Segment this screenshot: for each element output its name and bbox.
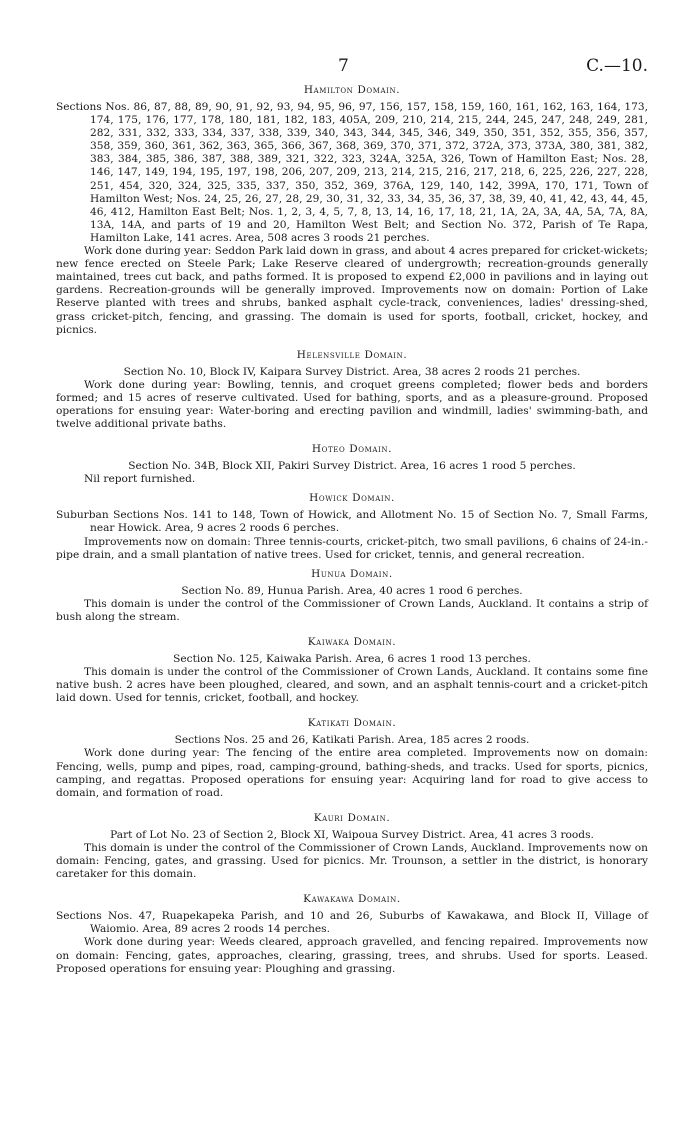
section-helensville-domain bbox=[56, 349, 648, 431]
section-body: This domain is under the control of the Commissioner of Crown Lands, Auckland. It contains a strip of bush along the stream. bbox=[56, 597, 648, 623]
section-heading: Kawakawa Domain. bbox=[303, 893, 401, 906]
section-description: Part of Lot No. 23 of Section 2, Block XI, Waipoua Survey District. Area, 41 acres 3 roods. bbox=[110, 828, 594, 841]
section-description: Section No. 34B, Block XII, Pakiri Survey District. Area, 16 acres 1 rood 5 perches. bbox=[128, 460, 576, 473]
document-reference: C.—10. bbox=[586, 56, 648, 76]
running-header bbox=[56, 56, 648, 84]
section-description: Suburban Sections Nos. 141 to 148, Town of Howick, and Allotment No. 15 of Section No. 7, Small Farms, near Howick. Area, 9 acres 2 roods 6 perches. bbox=[56, 509, 648, 535]
section-heading: Kauri Domain. bbox=[313, 811, 391, 824]
section-description: Section No. 10, Block IV, Kaipara Survey District. Area, 38 acres 2 roods 21 perches. bbox=[123, 365, 581, 378]
section-hunua-domain bbox=[56, 568, 648, 624]
section-body: This domain is under the control of the Commissioner of Crown Lands, Auckland. It contains some fine native bush. 2 acres have been ploughed, cleared, and sown, and an asphalt tennis-court and a cricket-pitch laid down. Used for tennis, cricket, football, and hockey. bbox=[56, 666, 648, 705]
section-body: Work done during year: Weeds cleared, approach gravelled, and fencing repaired. Improvements now on domain: Fencing, gates, approaches, clearing, grassing, trees, and shrubs. Used for sports. Leased. Proposed operations for ensuing year: Ploughing and grassing. bbox=[56, 936, 648, 975]
section-heading: Hoteo Domain. bbox=[311, 443, 393, 456]
section-kawakawa-domain bbox=[56, 893, 648, 975]
section-heading: Hunua Domain. bbox=[311, 567, 393, 580]
section-body: Nil report furnished. bbox=[84, 473, 196, 486]
section-body: Work done during year: Seddon Park laid down in grass, and about 4 acres prepared for cricket-wickets; new fence erected on Steele Park; Lake Reserve cleared of undergrowth; recreation-grounds generally maintained, trees cut back, and paths formed. It is proposed to expend £2,000 in pavilions and in laying out gardens. Recreation-grounds will be generally improved. Improvements now on domain: Portion of Lake Reserve planted with trees and shrubs, banked asphalt cycle-track, conveniences, ladies' dressing-shed, grass cricket-pitch, fencing, and grassing. The domain is used for sports, football, cricket, hockey, and picnics. bbox=[56, 245, 648, 336]
section-heading: Helensville Domain. bbox=[296, 348, 408, 361]
section-hamilton-domain bbox=[56, 84, 648, 337]
section-body: This domain is under the control of the Commissioner of Crown Lands, Auckland. Improvements now on domain: Fencing, gates, and grassing. Used for picnics. Mr. Trounson, a settler in the district, is honorary caretaker for this domain. bbox=[56, 841, 648, 881]
section-body: Work done during year: Bowling, tennis, and croquet greens completed; flower beds and borders formed; and 15 acres of reserve cultivated. Used for bathing, sports, and as a pleasure-ground. Proposed operations for ensuing year: Water-boring and erecting pavilion and windmill, ladies' swimming-bath, and twelve additional private baths. bbox=[56, 378, 648, 431]
document-page bbox=[56, 56, 648, 976]
section-heading: Howick Domain. bbox=[309, 492, 395, 505]
section-body: Work done during year: The fencing of the entire area completed. Improvements now on domain: Fencing, wells, pump and pipes, road, camping-ground, bathing-sheds, and tracks. Used for sports, picnics, camping, and regattas. Proposed operations for ensuing year: Acquiring land for road to give access to domain, and formation of road. bbox=[56, 747, 648, 799]
section-heading: Katikati Domain. bbox=[307, 717, 397, 730]
section-description: Section No. 89, Hunua Parish. Area, 40 acres 1 rood 6 perches. bbox=[181, 584, 523, 597]
section-description: Section No. 125, Kaiwaka Parish. Area, 6 acres 1 rood 13 perches. bbox=[173, 653, 531, 665]
section-kauri-domain bbox=[56, 812, 648, 881]
section-hoteo-domain bbox=[56, 443, 648, 486]
section-description: Sections Nos. 47, Ruapekapeka Parish, and 10 and 26, Suburbs of Kawakawa, and Block II, Village of Waiomio. Area, 89 acres 2 roods 14 perches. bbox=[56, 910, 648, 936]
section-kaiwaka-domain bbox=[56, 636, 648, 705]
section-description: Sections Nos. 86, 87, 88, 89, 90, 91, 92, 93, 94, 95, 96, 97, 156, 157, 158, 159, 160, 161, 162, 163, 164, 173, 174, 175, 176, 177, 178, 180, 181, 182, 183, 405A, 209, 210, 214, 215, 244, 245, 247, 248, 249, 281, 282, 331, 332, 333, 334, 337, 338, 339, 340, 343, 344, 345, 346, 349, 350, 351, 352, 355, 356, 357, 358, 359, 360, 361, 362, 363, 365, 366, 367, 368, 369, 370, 371, 372, 372A, 373, 373A, 380, 381, 382, 383, 384, 385, 386, 387, 388, 389, 321, 322, 323, 324A, 325A, 326, Town of Hamilton East; Nos. 28, 146, 147, 149, 194, 195, 197, 198, 206, 207, 209, 213, 214, 215, 216, 217, 218, 6, 225, 226, 227, 228, 251, 454, 320, 324, 325, 335, 337, 350, 352, 369, 376A, 129, 140, 142, 399A, 170, 171, Town of Hamilton West; Nos. 24, 25, 26, 27, 28, 29, 30, 31, 32, 33, 34, 35, 36, 37, 38, 39, 40, 41, 42, 43, 44, 45, 46, 412, Hamilton East Belt; Nos. 1, 2, 3, 4, 5, 7, 8, 13, 14, 16, 17, 18, 21, 1A, 2A, 3A, 4A, 5A, 7A, 8A, 13A, 14A, and parts of 19 and 20, Hamilton West Belt; and Section No. 372, Parish of Te Rapa, Hamilton Lake, 141 acres. Area, 508 acres 3 roods 21 perches. bbox=[56, 101, 648, 244]
section-body: Improvements now on domain: Three tennis-courts, cricket-pitch, two small pavilions, 6 chains of 24-in.-pipe drain, and a small plantation of native trees. Used for cricket, tennis, and general recreation. bbox=[56, 535, 648, 561]
page-number: 7 bbox=[338, 56, 349, 76]
section-howick-domain bbox=[56, 492, 648, 561]
section-heading: Hamilton Domain. bbox=[303, 84, 401, 96]
section-description: Sections Nos. 25 and 26, Katikati Parish. Area, 185 acres 2 roods. bbox=[174, 734, 530, 747]
section-heading: Kaiwaka Domain. bbox=[307, 636, 397, 648]
section-katikati-domain bbox=[56, 717, 648, 799]
